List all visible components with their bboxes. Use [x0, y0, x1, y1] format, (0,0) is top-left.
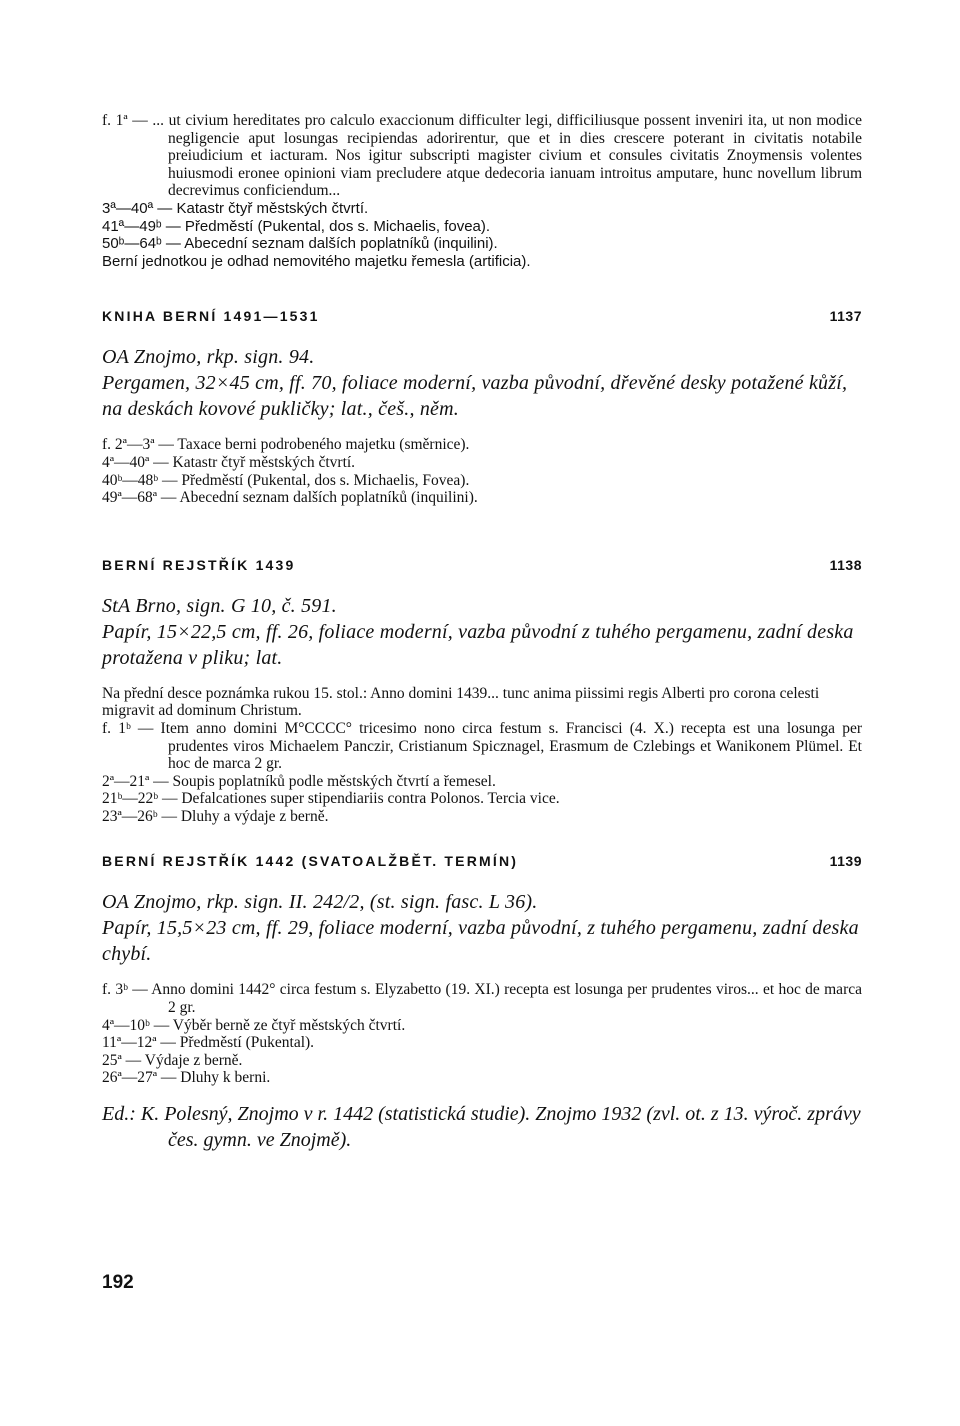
intro-entry: 3ª—40ª — Katastr čtyř městských čtvrtí.	[102, 199, 369, 217]
entry: f. 3ᵇ — Anno domini 1442° circa festum s. Elyzabetto (19. XI.) recepta est losunga per prudentes viros... et hoc de marca 2 gr.	[102, 981, 862, 1017]
page-body	[102, 112, 862, 1153]
intro-latin-text: f. 1ª — ... ut civium hereditates pro calculo exaccionum difficulter legi, difficiliusque possent inveniri ita, ut non modice negligencie aput losungas recipiendas adorirentur, que et in dies crescere poterant in civitatis notabile preiudicium et iacturam. Nos igitur subscripti magister civium et consules civitatis Znoymensis volentes huiusmodi eronee opinioni viam precludere atque dedecoria ianuam introitus amputare, hunc novellum librum decrevimus conficiendum...	[102, 112, 862, 200]
section-number: 1138	[829, 556, 862, 573]
archive-line: Papír, 15×22,5 cm, ff. 26, foliace moderní, vazba původní z tuhého pergamenu, zadní deska protažena v pliku; lat.	[102, 620, 854, 669]
section-number: 1139	[829, 853, 862, 870]
archive-line: StA Brno, sign. G 10, č. 591.	[102, 594, 337, 617]
archive-line: Pergamen, 32×45 cm, ff. 70, foliace moderní, vazba původní, dřevěné desky potažené kůží, na deskách kovové pukličky; lat., češ., něm.	[102, 372, 848, 421]
page-number: 192	[102, 1272, 134, 1293]
edition-reference: Ed.: K. Polesný, Znojmo v r. 1442 (statistická studie). Znojmo 1932 (zvl. ot. z 13. výroč. zprávy čes. gymn. ve Znojmě).	[102, 1103, 861, 1152]
section-heading	[102, 557, 862, 573]
section-heading	[102, 853, 862, 869]
archive-line: Papír, 15,5×23 cm, ff. 29, foliace moderní, vazba původní, z tuhého pergamenu, zadní deska chybí.	[102, 917, 859, 966]
entry: 21ᵇ—22ᵇ — Defalcationes super stipendiariis contra Polonos. Tercia vice.	[102, 790, 560, 808]
entry: f. 1ᵇ — Item anno domini M°CCCC° tricesimo nono circa festum s. Francisci (4. X.) recepta est una losunga per prudentes viros Michaelem Panczir, Cristianum Spicznagel, Erasmum de Czlebings et Wanikonem Plümel. Et hoc de marca 2 gr.	[102, 719, 862, 773]
section-title: BERNÍ REJSTŘÍK 1439	[102, 556, 296, 573]
entry: 11ª—12ª — Předměstí (Pukental).	[102, 1034, 315, 1052]
section-title: BERNÍ REJSTŘÍK 1442 (SVATOALŽBĚT. TERMÍN)	[102, 853, 519, 870]
entry: 2ª—21ª — Soupis poplatníků podle městských čtvrtí a řemesel.	[102, 772, 496, 790]
section-title: KNIHA BERNÍ 1491—1531	[102, 308, 320, 325]
entry: 4ª—10ᵇ — Výběr berně ze čtyř městských čtvrtí.	[102, 1016, 406, 1034]
intro-entry: 41ª—49ᵇ — Předměstí (Pukental, dos s. Michaelis, fovea).	[102, 217, 491, 235]
archive-line: OA Znojmo, rkp. sign. 94.	[102, 346, 315, 369]
entry: 26ª—27ª — Dluhy k berni.	[102, 1069, 271, 1087]
section-number: 1137	[829, 308, 862, 325]
entry: 25ª — Výdaje z berně.	[102, 1051, 243, 1069]
section-heading	[102, 308, 862, 324]
entry: 23ª—26ᵇ — Dluhy a výdaje z berně.	[102, 807, 329, 825]
entry: 40ᵇ—48ᵇ — Předměstí (Pukental, dos s. Michaelis, Fovea).	[102, 471, 470, 489]
section-note: Na přední desce poznámka rukou 15. stol.: Anno domini 1439... tunc anima piissimi regis Alberti pro corona celesti migravit ad dominum Christum.	[102, 684, 820, 720]
intro-note: Berní jednotkou je odhad nemovitého majetku řemesla (artificia).	[102, 252, 531, 270]
archive-line: OA Znojmo, rkp. sign. II. 242/2, (st. sign. fasc. L 36).	[102, 891, 538, 914]
entry: f. 2ª—3ª — Taxace berni podrobeného majetku (směrnice).	[102, 436, 470, 454]
entry: 4ª—40ª — Katastr čtyř městských čtvrtí.	[102, 453, 356, 471]
entry: 49ª—68ª — Abecední seznam dalších poplatníků (inquilini).	[102, 489, 478, 507]
intro-entry: 50ᵇ—64ᵇ — Abecední seznam dalších poplatníků (inquilini).	[102, 235, 498, 253]
